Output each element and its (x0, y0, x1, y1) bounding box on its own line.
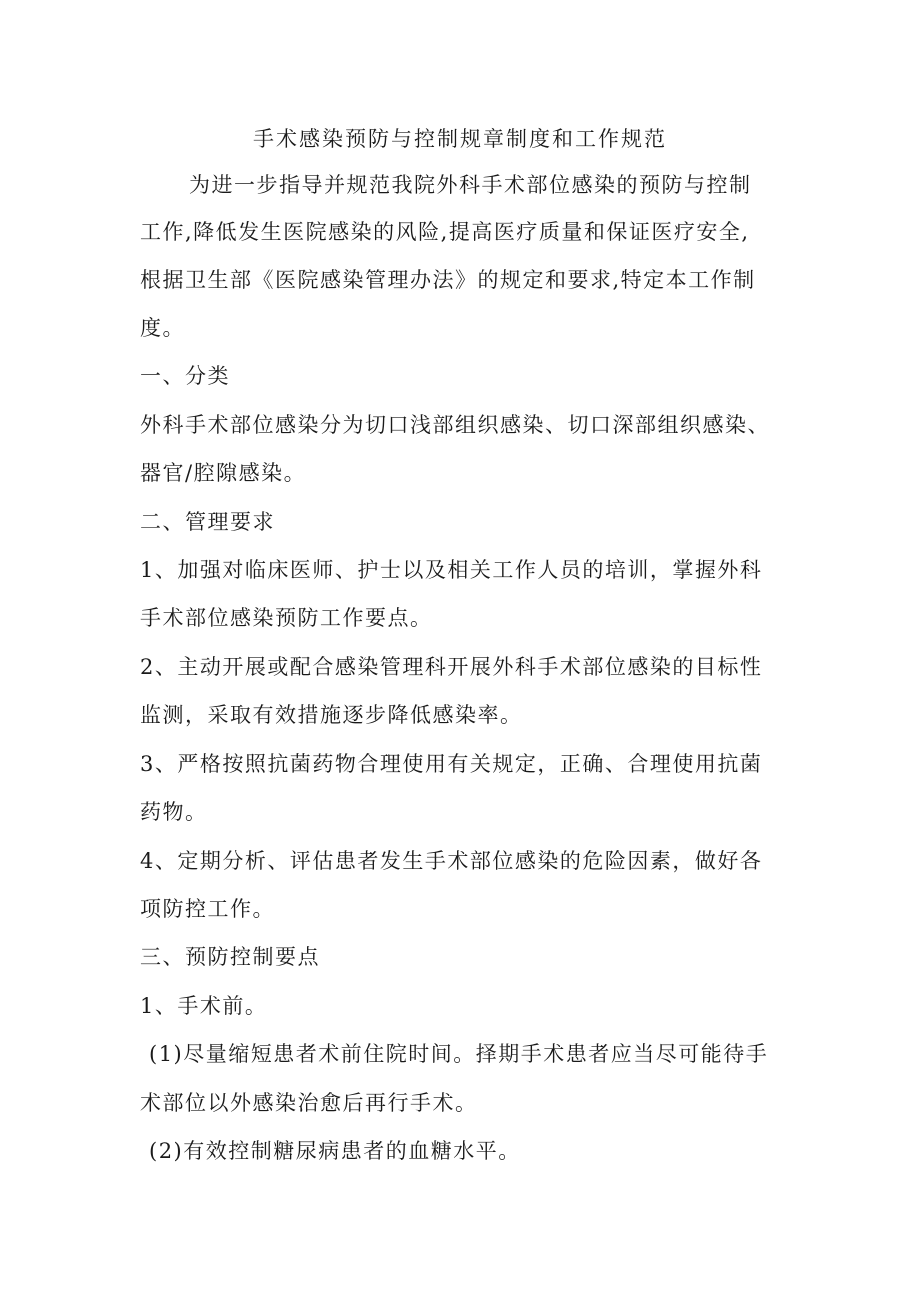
list-item-line: 术部位以外感染治愈后再行手术。 (140, 1091, 478, 1115)
section-heading: 一、分类 (140, 364, 230, 388)
list-item-line: 手术部位感染预防工作要点。 (140, 606, 433, 630)
list-item-line: (2)有效控制糖尿病患者的血糖水平。 (149, 1139, 521, 1163)
list-item-line: 药物。 (140, 800, 208, 824)
paragraph-line: 根据卫生部《医院感染管理办法》的规定和要求,特定本工作制 (140, 268, 756, 292)
list-item-line: 4、定期分析、评估患者发生手术部位感染的危险因素，做好各 (140, 849, 763, 873)
list-item-line: 2、主动开展或配合感染管理科开展外科手术部位感染的目标性 (140, 655, 763, 679)
paragraph-line: 器官/腔隙感染。 (140, 461, 307, 485)
list-item-line: 项防控工作。 (140, 897, 275, 921)
list-item-line: (1)尽量缩短患者术前住院时间。择期手术患者应当尽可能待手 (149, 1042, 769, 1066)
list-item-line: 1、加强对临床医师、护士以及相关工作人员的培训，掌握外科 (140, 558, 763, 582)
paragraph-line: 工作,降低发生医院感染的风险,提高医疗质量和保证医疗安全, (140, 220, 750, 244)
list-item-line: 监测，采取有效措施逐步降低感染率。 (140, 703, 523, 727)
section-heading: 二、管理要求 (140, 510, 275, 534)
document-title: 手术感染预防与控制规章制度和工作规范 (253, 127, 667, 151)
subsection-heading: 1、手术前。 (140, 994, 268, 1018)
paragraph-line: 度。 (140, 316, 185, 340)
paragraph-line: 外科手术部位感染分为切口浅部组织感染、切口深部组织感染、 (140, 413, 770, 437)
paragraph-line: 为进一步指导并规范我院外科手术部位感染的预防与控制 (189, 173, 752, 197)
list-item-line: 3、严格按照抗菌药物合理使用有关规定，正确、合理使用抗菌 (140, 752, 763, 776)
section-heading: 三、预防控制要点 (140, 945, 320, 969)
